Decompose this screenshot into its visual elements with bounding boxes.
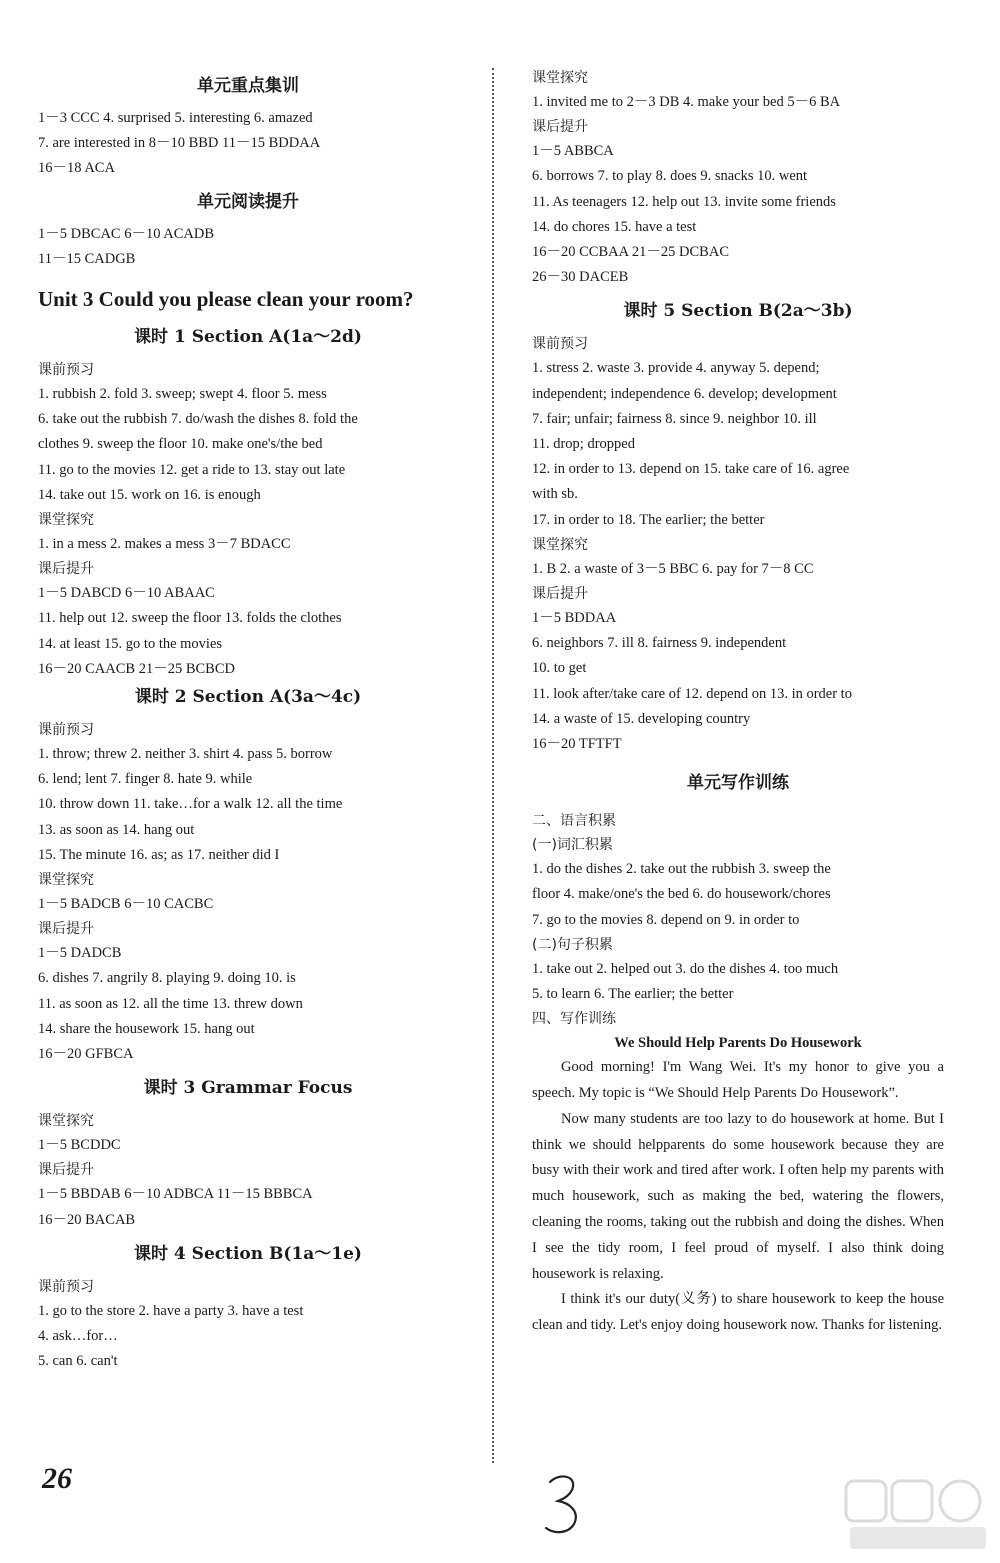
answer-line: 1－5 DABCD 6－10 ABAAC [38,585,215,602]
group-label: 课后提升 [38,561,94,578]
answer-line: 1. throw; threw 2. neither 3. shirt 4. pass 5. borrow [38,746,333,763]
essay-paragraph: I think it's our duty(义务) to share housework to keep the house clean and tidy. Let's enjoy doing housework now. Thanks for listening. [532,1291,944,1334]
answer-line: 14. at least 15. go to the movies [38,635,223,652]
group-label: (二)句子积累 [532,936,613,953]
answer-line: 1－5 DADCB [38,945,122,962]
answer-line: 1. invited me to 2－3 DB 4. make your bed 5－6 BA [532,94,841,110]
section-heading: 单元重点集训 [197,76,299,96]
group-label: 课前预习 [38,1278,94,1295]
answer-line: 10. to get [532,660,587,677]
answer-line: 11. As teenagers 12. help out 13. invite some friends [532,193,836,210]
answer-line: 5. to learn 6. The earlier; the better [532,986,734,1003]
answer-line: 1－3 CCC 4. surprised 5. interesting 6. amazed [38,110,313,126]
answer-line: 16－18 ACA [38,160,115,177]
lesson-heading: 课时 2 Section A(3a～4c) [134,687,362,708]
answer-line: 4. ask…for… [38,1328,118,1345]
unit-title: Unit 3 Could you please clean your room? [38,287,414,312]
answer-line: independent; independence 6. develop; development [532,385,837,402]
answer-line: 1－5 DBCAC 6－10 ACADB [38,225,215,242]
answer-line: 11. look after/take care of 12. depend on 13. in order to [532,685,852,702]
group-label: 课堂探究 [38,512,94,529]
group-label: 课堂探究 [38,1113,94,1130]
section-heading: 单元写作训练 [687,773,789,794]
answer-line: floor 4. make/one's the bed 6. do housework/chores [532,886,831,903]
essay-paragraph: Now many students are too lazy to do housework at home. But I think we should helpparents do some housework because they are busy with their work and tired after work. I often help my parents with much housework, such as making the bed, watering the flowers, cleaning the rooms, taking out the rubbish and doing the dishes. When I see the tidy room, I feel proud of myself. I also think doing housework is relaxing. [532,1110,944,1282]
answer-line: 6. borrows 7. to play 8. does 9. snacks 10. went [532,168,808,185]
answer-line: 14. a waste of 15. developing country [532,710,751,727]
answer-line: 7. fair; unfair; fairness 8. since 9. neighbor 10. ill [532,410,817,427]
answer-line: 26－30 DACEB [532,269,629,286]
answer-line: 7. go to the movies 8. depend on 9. in order to [532,911,800,928]
lesson-heading: 课时 4 Section B(1a～1e) [134,1243,362,1264]
answer-line: 6. neighbors 7. ill 8. fairness 9. independent [532,635,787,652]
handwritten-three-mark [538,1470,588,1540]
answer-line: 16－20 BACAB [38,1211,136,1228]
answer-line: 1－5 BADCB 6－10 CACBC [38,896,214,913]
answer-line: 11－15 CADGB [38,250,136,267]
answer-line: 7. are interested in 8－10 BBD 11－15 BDDAA [38,135,321,152]
answer-line: 13. as soon as 14. hang out [38,821,195,838]
answer-line: 16－20 CAACB 21－25 BCBCD [38,660,235,677]
answer-line: 16－20 GFBCA [38,1046,134,1063]
essay-title: We Should Help Parents Do Housework [614,1035,862,1052]
answer-line: 16－20 CCBAA 21－25 DCBAC [532,244,729,261]
group-label: 四、写作训练 [532,1011,616,1028]
answer-line: 12. in order to 13. depend on 15. take care of 16. agree [532,461,850,478]
answer-line: 1－5 BCDDC [38,1137,121,1154]
answer-line: 1－5 BDDAA [532,610,617,627]
answer-line: 1－5 ABBCA [532,143,614,160]
lesson-heading: 课时 1 Section A(1a～2d) [134,327,362,348]
answer-line: 5. can 6. can't [38,1353,118,1370]
answer-line: 17. in order to 18. The earlier; the better [532,511,765,528]
group-label: (一)词汇积累 [532,837,613,854]
answer-line: 1. do the dishes 2. take out the rubbish 3. sweep the [532,861,831,878]
answer-line: 1－5 BBDAB 6－10 ADBCA 11－15 BBBCA [38,1186,313,1203]
answer-line: 14. take out 15. work on 16. is enough [38,486,261,503]
group-label: 课堂探究 [532,70,588,86]
answer-line: 15. The minute 16. as; as 17. neither did I [38,846,280,863]
group-label: 课前预习 [38,362,94,379]
page-number: 26 [42,1462,72,1495]
answer-line: 11. as soon as 12. all the time 13. threw down [38,995,303,1012]
left-column [38,66,458,1375]
answer-line: 6. lend; lent 7. finger 8. hate 9. while [38,771,253,788]
group-label: 二、语言积累 [532,813,616,830]
group-label: 课前预习 [532,336,588,353]
group-label: 课堂探究 [532,536,588,553]
answer-line: 1. take out 2. helped out 3. do the dishes 4. too much [532,960,839,977]
answer-line: 11. go to the movies 12. get a ride to 13. stay out late [38,461,346,478]
answer-line: 1. in a mess 2. makes a mess 3－7 BDACC [38,536,291,553]
essay-body [532,1055,944,1339]
answer-line: 1. stress 2. waste 3. provide 4. anyway 5. depend; [532,360,820,377]
essay-paragraph: Good morning! I'm Wang Wei. It's my honor to give you a speech. My topic is “We Should Help Parents Do Housework”. [532,1059,944,1102]
group-label: 课后提升 [532,119,588,136]
answer-line: 16－20 TFTFT [532,736,622,753]
group-label: 课前预习 [38,722,94,739]
lesson-heading: 课时 5 Section B(2a～3b) [623,301,853,322]
answer-line: 1. rubbish 2. fold 3. sweep; swept 4. floor 5. mess [38,386,327,403]
answer-line: 1. B 2. a waste of 3－5 BBC 6. pay for 7－8 CC [532,560,814,577]
answer-line: clothes 9. sweep the floor 10. make one's/the bed [38,436,323,453]
answer-line: 10. throw down 11. take…for a walk 12. all the time [38,796,343,813]
answer-line: 14. do chores 15. have a test [532,218,697,235]
section-heading: 单元阅读提升 [197,191,299,212]
answer-line: 11. drop; dropped [532,436,635,453]
group-label: 课后提升 [532,586,588,603]
answer-line: 1. go to the store 2. have a party 3. have a test [38,1302,304,1319]
answer-line: 11. help out 12. sweep the floor 13. folds the clothes [38,610,342,627]
answer-line: 6. dishes 7. angrily 8. playing 9. doing 10. is [38,970,296,987]
answer-line: 6. take out the rubbish 7. do/wash the dishes 8. fold the [38,411,358,428]
right-column [532,66,944,1339]
column-divider [492,68,494,1463]
watermark-logo [840,1475,990,1555]
group-label: 课后提升 [38,921,94,938]
answer-line: with sb. [532,486,578,503]
group-label: 课后提升 [38,1162,94,1179]
lesson-heading: 课时 3 Grammar Focus [143,1078,353,1099]
group-label: 课堂探究 [38,872,94,889]
answer-line: 14. share the housework 15. hang out [38,1020,255,1037]
